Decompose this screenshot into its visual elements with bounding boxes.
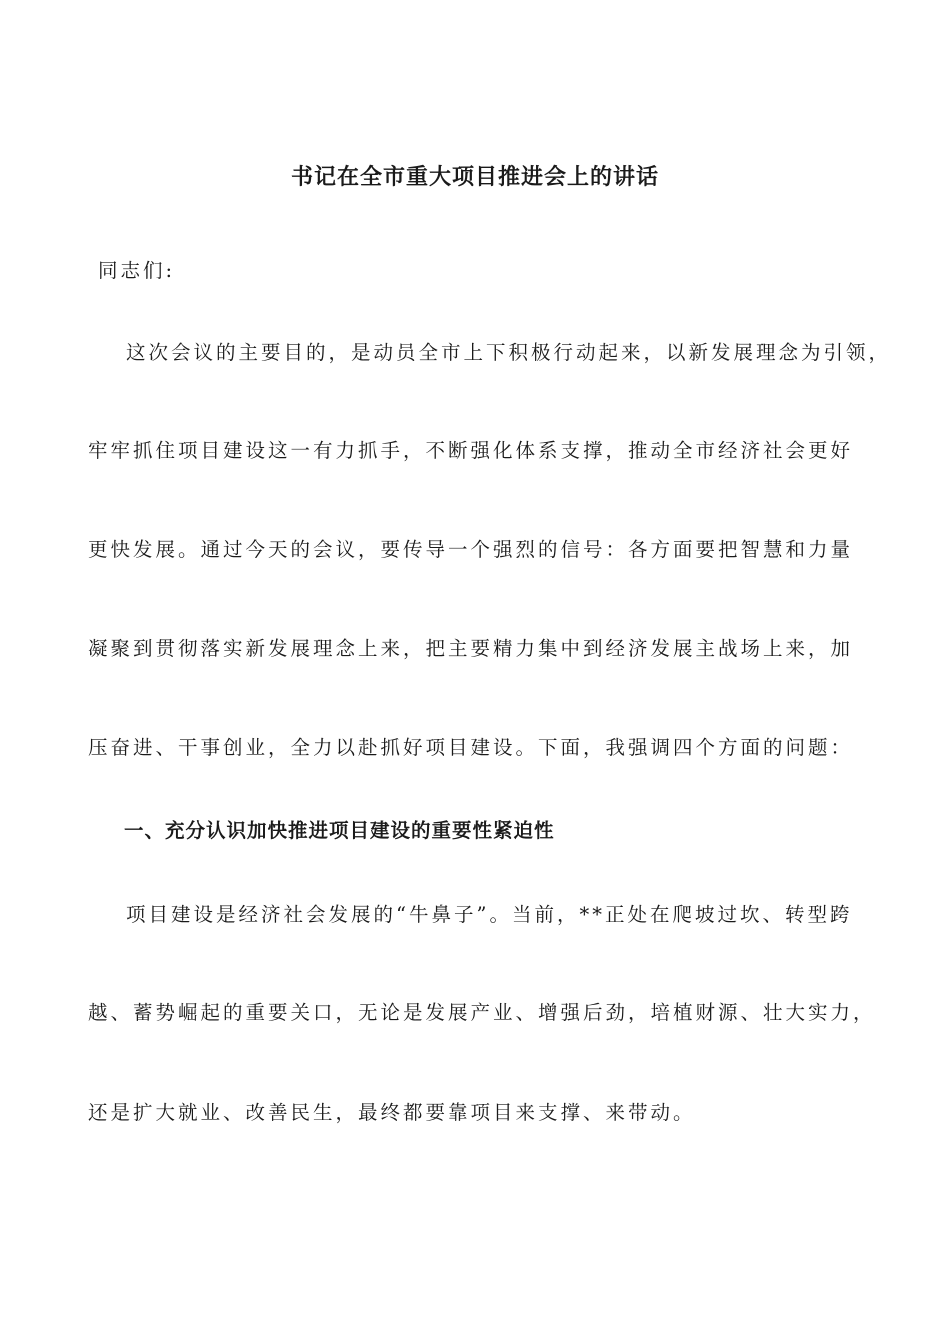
paragraph-line: 越、蓄势崛起的重要关口，无论是发展产业、增强后劲，培植财源、壮大实力， bbox=[88, 1001, 876, 1024]
paragraph-line: 压奋进、干事创业，全力以赴抓好项目建设。下面，我强调四个方面的问题： bbox=[88, 736, 854, 759]
paragraph-line: 凝聚到贯彻落实新发展理念上来，把主要精力集中到经济发展主战场上来，加 bbox=[88, 637, 854, 660]
paragraph-line: 牢牢抓住项目建设这一有力抓手，不断强化体系支撑，推动全市经济社会更好 bbox=[88, 439, 854, 462]
paragraph-line: 项目建设是经济社会发展的“牛鼻子”。当前，**正处在爬坡过坎、转型跨 bbox=[126, 903, 853, 926]
section-heading: 一、充分认识加快推进项目建设的重要性紧迫性 bbox=[124, 819, 555, 842]
paragraph-line: 这次会议的主要目的，是动员全市上下积极行动起来，以新发展理念为引领， bbox=[126, 341, 892, 364]
document-title: 书记在全市重大项目推进会上的讲话 bbox=[290, 165, 659, 190]
paragraph-line: 更快发展。通过今天的会议，要传导一个强烈的信号：各方面要把智慧和力量 bbox=[88, 538, 854, 561]
paragraph-line: 还是扩大就业、改善民生，最终都要靠项目来支撑、来带动。 bbox=[88, 1101, 696, 1124]
salutation: 同志们: bbox=[98, 259, 176, 282]
